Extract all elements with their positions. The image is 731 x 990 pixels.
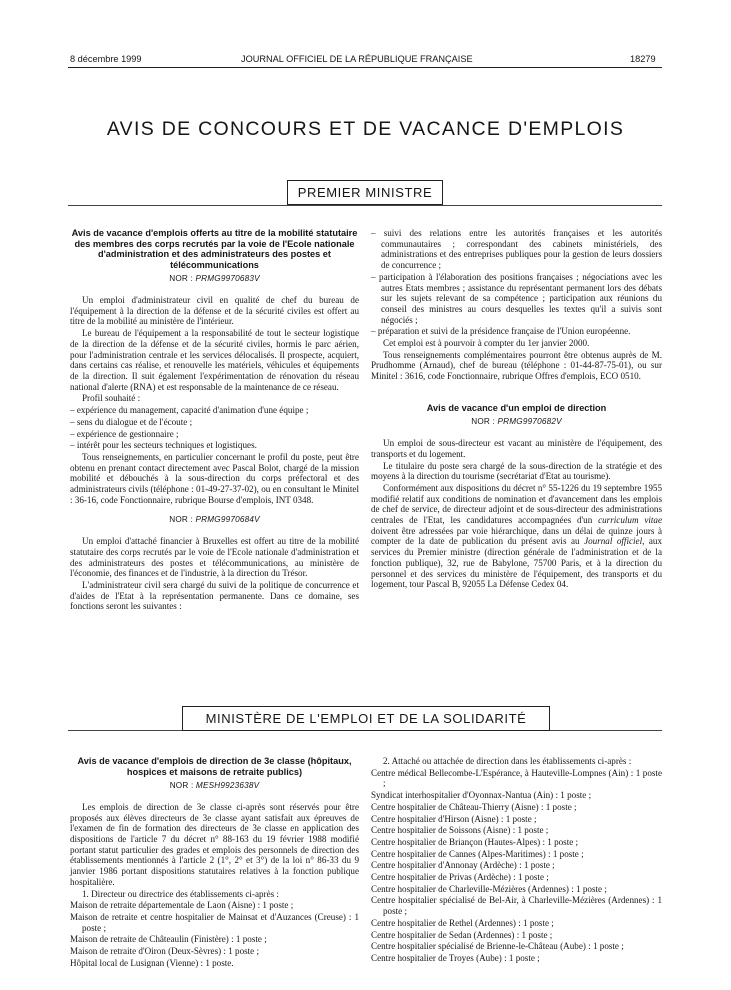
column-left-top: [70, 228, 359, 613]
paragraph: Tous renseignements, en particulier concernant le profil du poste, peut être obtenu en prenant contact directement avec Pascal Bolot, chargé de la mission mobilité et débouchés à la sous-direction du corps préfectoral et des administrateurs civils (téléphone : 01-49-27-37-02), ou en consultant le Minitel : 36-16, code Fonctionnaire, rubrique Bourse d'emplois, INT 0348.: [70, 451, 359, 505]
paragraph: Profil souhaité :: [82, 393, 141, 404]
list-item: Maison de retraite départementale de Laon (Aisne) : 1 poste ;: [70, 900, 294, 911]
list-item: – intérêt pour les secteurs techniques et logistiques.: [70, 440, 257, 451]
paragraph: Un emploi d'administrateur civil en qualité de chef du bureau de l'équipement à la direction de la défense et de la sécurité civiles est offert au titre de la mobilité au ministère de l'intérieur.: [70, 295, 359, 327]
list-item: Maison de retraite de Châteaulin (Finistère) : 1 poste ;: [70, 934, 267, 945]
nor-label: NOR :: [169, 781, 194, 791]
list-item: Maison de retraite et centre hospitalier de Mainsat et d'Auzances (Creuse) : 1 poste ;: [70, 911, 359, 933]
list-item: Centre hospitalier de Soissons (Aisne) : 1 poste ;: [371, 825, 549, 836]
list-item: – sens du dialogue et de l'écoute ;: [70, 416, 193, 427]
list-item: Maison de retraite d'Oiron (Deux-Sèvres) : 1 poste ;: [70, 946, 260, 957]
nor-reference: [70, 274, 359, 285]
header-date: 8 décembre 1999: [70, 54, 142, 64]
paragraph: L'administrateur civil sera chargé du suivi de la politique de concurrence et d'aides de l'Etat à la représentation permanente. Dans ce domaine, ses fonctions seront les suivantes :: [70, 579, 359, 612]
list-item: – participation à l'élaboration des positions françaises ; négociations avec les autres Etats membres ; assistance du représentant permanent lors des débats sur les sujets relevant de sa compétence ; participation aux réunions du conseil des ministres au cours desquelles les textes qu'il a suivis sont négociés ;: [371, 271, 662, 325]
nor-code: PRMG9970682V: [497, 417, 562, 427]
list-heading: 2. Attaché ou attachée de direction dans les établissements ci-après :: [383, 756, 632, 766]
paragraph: Un emploi d'attaché financier à Bruxelles est offert au titre de la mobilité statutaire des corps recrutés par le voie de l'Ecole nationale d'administration et des administrateurs des postes et télécommunications, au ministère de l'économie, des finances et de l'industrie, à la direction du Trésor.: [70, 536, 359, 579]
paragraph: Le bureau de l'équipement a la responsabilité de tout le secteur logistique de la direction de la défense et de la sécurité civiles, hormis le parc aérien, pour l'administration centrale et les services délocalisés. Il prospecte, acquiert, dans certains cas réalise, et renouvelle les matériels, véhicules et équipements de la direction. Il suit également l'expérimentation de rénovation du réseau national d'alerte (RNA) et est responsable de la maintenance de ce réseau.: [70, 328, 359, 392]
paragraph: Un emploi de sous-directeur est vacant au ministère de l'équipement, des transports et du logement.: [371, 438, 662, 459]
list-item: Centre hospitalier de Château-Thierry (Aisne) : 1 poste ;: [371, 801, 577, 812]
header-rule: [68, 67, 662, 68]
nor-label: NOR :: [471, 417, 495, 427]
column-left-bottom: [70, 756, 359, 969]
list-item: Centre hospitalier de Rethel (Ardennes) : 1 poste ;: [371, 917, 554, 928]
nor-code: PRMG9970684V: [195, 515, 260, 525]
section-divider: [68, 205, 662, 206]
section-title: Avis de vacance d'un emploi de direction: [426, 402, 607, 413]
nor-code: PRMG9970683V: [195, 274, 260, 284]
list-item: Centre médical Bellecombe-L'Espérance, à Hauteville-Lompnes (Ain) : 1 poste ;: [371, 767, 662, 789]
paragraph: Tous renseignements complémentaires pourront être obtenus auprès de M. Prudhomme (Arnaud), chef de bureau (téléphone : 01-44-87-75-01), ou sur Minitel : 3616, code Fonctionnaire, rubrique Offres d'emplois, ECO 0510.: [371, 349, 662, 382]
header-journal-title: JOURNAL OFFICIEL DE LA RÉPUBLIQUE FRANÇAISE: [241, 54, 473, 64]
list-item: Centre hospitalier de Briançon (Hautes-Alpes) : 1 poste ;: [371, 836, 579, 847]
list-item: Centre hospitalier d'Annonay (Ardèche) : 1 poste ;: [371, 860, 555, 871]
paragraph: Cet emploi est à pourvoir à compter du 1er janvier 2000.: [383, 338, 590, 349]
section-title: Avis de vacance d'emplois offerts au titre de la mobilité statutaire des membres des corps recrutés par la voie de l'Ecole nationale d'administration et des administrateurs des postes et télécommunications: [71, 228, 358, 270]
list-item: Centre hospitalier spécialisé de Bel-Air, à Charleville-Mézières (Ardennes) : 1 poste ;: [371, 895, 662, 917]
list-item: Syndicat interhospitalier d'Oyonnax-Nantua (Ain) : 1 poste ;: [371, 790, 592, 801]
page-title: AVIS DE CONCOURS ET DE VACANCE D'EMPLOIS: [106, 118, 625, 140]
nor-code: MESH9923638V: [195, 781, 260, 791]
list-item: Centre hospitalier d'Hirson (Aisne) : 1 poste ;: [371, 813, 537, 824]
ministry-heading-emploi-solidarite: MINISTÈRE DE L'EMPLOI ET DE LA SOLIDARITÉ: [182, 706, 550, 731]
list-item: Centre hospitalier spécialisé de Brienne-le-Château (Aube) : 1 poste ;: [371, 941, 624, 952]
header-page-number: 18279: [630, 54, 656, 64]
text-run: doivent être adressées par voie hiérarchique, dans un délai de quinze jours à compter de la date de publication du présent avis au: [371, 525, 662, 547]
list-item: Centre hospitalier de Troyes (Aube) : 1 poste ;: [371, 952, 540, 963]
list-item: Centre hospitalier de Charleville-Mézières (Ardennes) : 1 poste ;: [371, 883, 607, 894]
list-item: Centre hospitalier de Privas (Ardèche) : 1 poste ;: [371, 872, 549, 883]
column-right-top: [371, 228, 662, 591]
list-item: Hôpital local de Lusignan (Vienne) : 1 poste.: [70, 957, 234, 968]
nor-reference: [371, 417, 662, 428]
list-item: – expérience de gestionnaire ;: [70, 428, 179, 439]
column-right-bottom: [371, 756, 662, 965]
section-title: Avis de vacance d'emplois de direction de 3e classe (hôpitaux, hospices et maisons de retraite publics): [77, 756, 352, 777]
text-run-italic: curriculum vitae: [598, 515, 662, 526]
list-item: – suivi des relations entre les autorités françaises et les autorités communautaires ; correspondant des cabinets ministériels, des administrations et des entreprises publiques pour la gestion de leurs dossiers de concurrence ;: [371, 228, 662, 271]
list-heading: 1. Directeur ou directrice des établissements ci-après :: [82, 888, 279, 899]
nor-label: NOR :: [169, 274, 193, 284]
list-item: Centre hospitalier de Cannes (Alpes-Maritimes) : 1 poste ;: [371, 848, 584, 859]
nor-label: NOR :: [169, 515, 193, 525]
ministry-heading-premier-ministre: PREMIER MINISTRE: [287, 180, 443, 205]
nor-reference: [70, 515, 359, 526]
list-item: – expérience du management, capacité d'animation d'une équipe ;: [70, 405, 309, 416]
nor-reference: [70, 781, 359, 792]
paragraph: [371, 483, 662, 590]
text-run: Conformément aux dispositions du décret n° 55-1226 du 19 septembre 1955 modifié relatif aux conditions de nomination et d'avancement dans les emplois de chef de service, de directeur adjoint et de sous-directeur des administrations centrales de l'Etat, les candidatures accompagnées d'un: [371, 482, 662, 526]
text-run: , aux services du Premier ministre (direction générale de l'administration et de la fonction publique), 32, rue de Babylone, 75700 Paris, et à la direction du personnel et des services du ministère de l'équipement, des transports et du logement, tour Pascal B, 92055 La Défense Cedex 04.: [371, 536, 662, 590]
paragraph: Le titulaire du poste sera chargé de la sous-direction de la stratégie et des moyens à la direction du tourisme (secrétariat d'Etat au tourisme).: [371, 460, 662, 482]
text-run-italic: Journal officiel: [584, 536, 643, 547]
list-item: Centre hospitalier de Sedan (Ardennes) : 1 poste ;: [371, 929, 553, 940]
list-item: – préparation et suivi de la présidence française de l'Union européenne.: [371, 326, 631, 337]
paragraph: Les emplois de direction de 3e classe ci-après sont réservés pour être proposés aux élèves directeurs de 3e classe ayant satisfait aux épreuves de l'examen de fin de formation des directeurs de 3e classe en application des dispositions de l'article 7 du décret n° 88-163 du 19 février 1988 modifié portant statut particulier des grades et emplois des personnels de direction des établissements mentionnés à l'article 2 (1°, 2° et 3°) de la loi n° 86-33 du 9 janvier 1986 portant dispositions statutaires relatives à la fonction publique hospitalière.: [70, 801, 359, 887]
